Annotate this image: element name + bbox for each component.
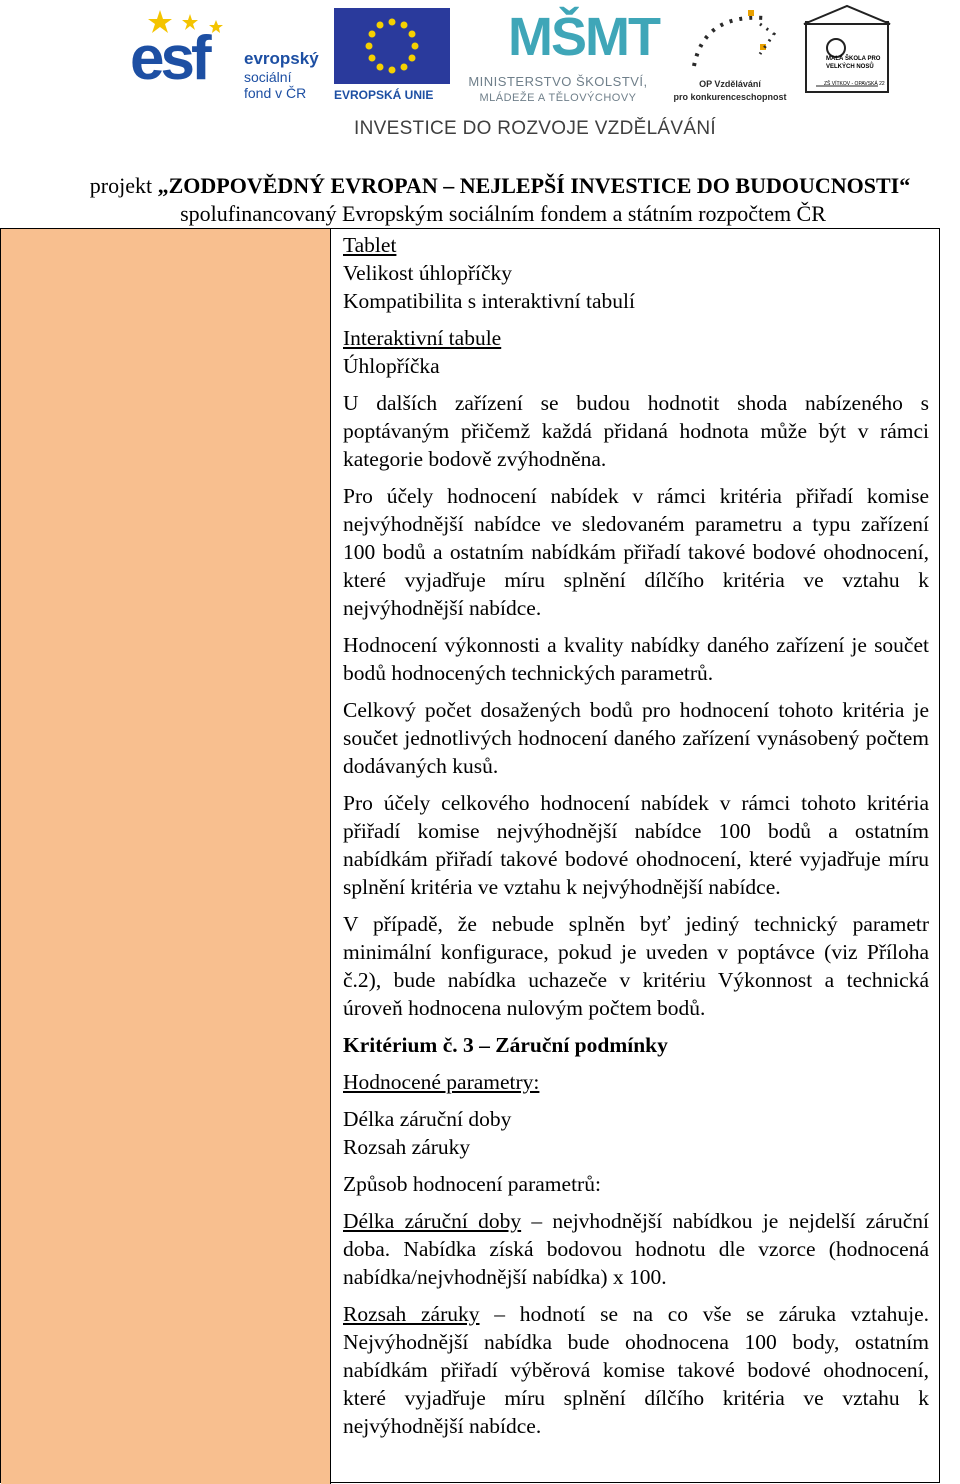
board-param: Úhlopříčka — [343, 354, 440, 378]
school-logo — [802, 4, 892, 96]
msmt-logo — [458, 6, 658, 106]
tablet-title: Tablet — [343, 233, 397, 257]
op-line-1: OP Vzdělávání — [699, 79, 761, 89]
op-swirl-icon — [664, 4, 796, 76]
esf-mark: esf — [130, 24, 208, 93]
msmt-mark: MŠMT — [508, 7, 659, 67]
school-text-1: MALÁ ŠKOLA PRO — [826, 56, 881, 62]
method-2-text: – hodnotí se na co vše se záruka vztahuje. Nejvýhodnější nabídka bude ohodnocena 100 body, ostatním nabídkám přiřadí výběrová komise takové bodové ohodnocení, které vyjadřuje míru splnění dílčího kritéria ve vztahu k nejvýhodnější nabídce. — [343, 1302, 929, 1438]
content-table — [0, 228, 940, 1483]
params-heading: Hodnocené parametry: — [343, 1070, 540, 1094]
project-prefix: projekt — [89, 173, 158, 198]
esf-line-2: sociální — [244, 69, 292, 85]
paragraph-overall-evaluation: Pro účely celkového hodnocení nabídek v rámci tohoto kritéria přiřadí komise nejvýhodnější nabídce 100 bodů a ostatním nabídkám přiřadí takové bodové ohodnocení, které vyjadřuje míru splnění kritéria ve vztahu k nejvýhodnější nabídce. — [343, 791, 929, 899]
param-item: Rozsah záruky — [343, 1135, 471, 1159]
msmt-line-1: MINISTERSTVO ŠKOLSTVÍ, — [468, 74, 648, 89]
school-text-2: VELKÝCH NOSŮ — [826, 64, 874, 70]
criterion-3-heading: Kritérium č. 3 – Záruční podmínky — [343, 1033, 668, 1057]
method-2-term: Rozsah záruky — [343, 1302, 480, 1326]
esf-line-3: fond v ČR — [244, 85, 307, 101]
slogan: INVESTICE DO ROZVOJE VZDĚLÁVÁNÍ — [354, 118, 716, 139]
logo-band — [0, 0, 960, 150]
params-heading-row — [343, 1068, 929, 1096]
op-logo — [664, 4, 796, 104]
method-warranty-scope — [343, 1300, 929, 1440]
eu-flag-icon — [334, 8, 450, 84]
param-item: Délka záruční doby — [343, 1107, 512, 1131]
paragraph-total-points: Celkový počet dosažených bodů pro hodnocení tohoto kritéria je součet jednotlivých hodnocení daného zařízení vynásobený počtem dodávaných kusů. — [343, 698, 929, 778]
paragraph-evaluation-purpose: Pro účely hodnocení nabídek v rámci kritéria přiřadí komise nejvýhodnější nabídce ve sledovaném parametru a typu zařízení 100 bodů a ostatním nabídkám přiřadí takové bodové ohodnocení, které vyjadřuje míru splnění dílčího kritéria ve vztahu k nejvýhodnější nabídce. — [343, 484, 929, 620]
method-1-text: – nejvhodnější nabídkou je nejdelší záruční doba. Nabídka získá bodovou hodnotu dle vzorce (hodnocená nabídka/nejvhodnější nabídka) x 100. — [343, 1209, 929, 1289]
paragraph-performance-sum: Hodnocení výkonnosti a kvality nabídky daného zařízení je součet bodů hodnocených technických parametrů. — [343, 633, 929, 685]
cofinanced-line: spolufinancovaný Evropským sociálním fondem a státním rozpočtem ČR — [180, 201, 826, 226]
tablet-group — [343, 231, 929, 315]
params-list — [343, 1105, 929, 1161]
eu-label: EVROPSKÁ UNIE — [334, 88, 434, 102]
paragraph-other-devices: U dalších zařízení se budou hodnotit shoda nabízeného s poptávaným přičemž každá přidaná hodnota může být v rámci kategorie bodově zvýhodněna. — [343, 391, 929, 471]
board-title: Interaktivní tabule — [343, 326, 502, 350]
tablet-param: Velikost úhlopříčky — [343, 261, 512, 285]
method-1-term: Délka záruční doby — [343, 1209, 522, 1233]
left-column-cell — [1, 229, 331, 1484]
paragraph-zero-points: V případě, že nebude splněn byť jediný technický parametr minimální konfigurace, pokud je uveden v poptávce (viz Příloha č.2), bude nabídka uchazeče v kritériu Výkonnost a technická úroveň hodnocena nulovým počtem bodů. — [343, 912, 929, 1020]
method-warranty-length — [343, 1207, 929, 1291]
board-group — [343, 324, 929, 380]
tablet-param: Kompatibilita s interaktivní tabulí — [343, 289, 635, 313]
esf-logo — [128, 6, 328, 102]
msmt-line-2: MLÁDEŽE A TĚLOVÝCHOVY — [479, 92, 637, 104]
method-heading: Způsob hodnocení parametrů: — [343, 1172, 601, 1196]
right-column-cell — [343, 231, 929, 1449]
esf-line-1: evropský — [244, 49, 319, 68]
eu-logo — [334, 8, 454, 104]
project-title: „ZODPOVĚDNÝ EVROPAN – NEJLEPŠÍ INVESTICE DO BUDOUCNOSTI“ — [157, 173, 911, 198]
op-line-2: pro konkurenceschopnost — [673, 92, 787, 102]
school-text-3: ZŠ VÍTKOV - OPAVSKÁ 22 — [824, 81, 885, 87]
project-line — [0, 172, 960, 200]
